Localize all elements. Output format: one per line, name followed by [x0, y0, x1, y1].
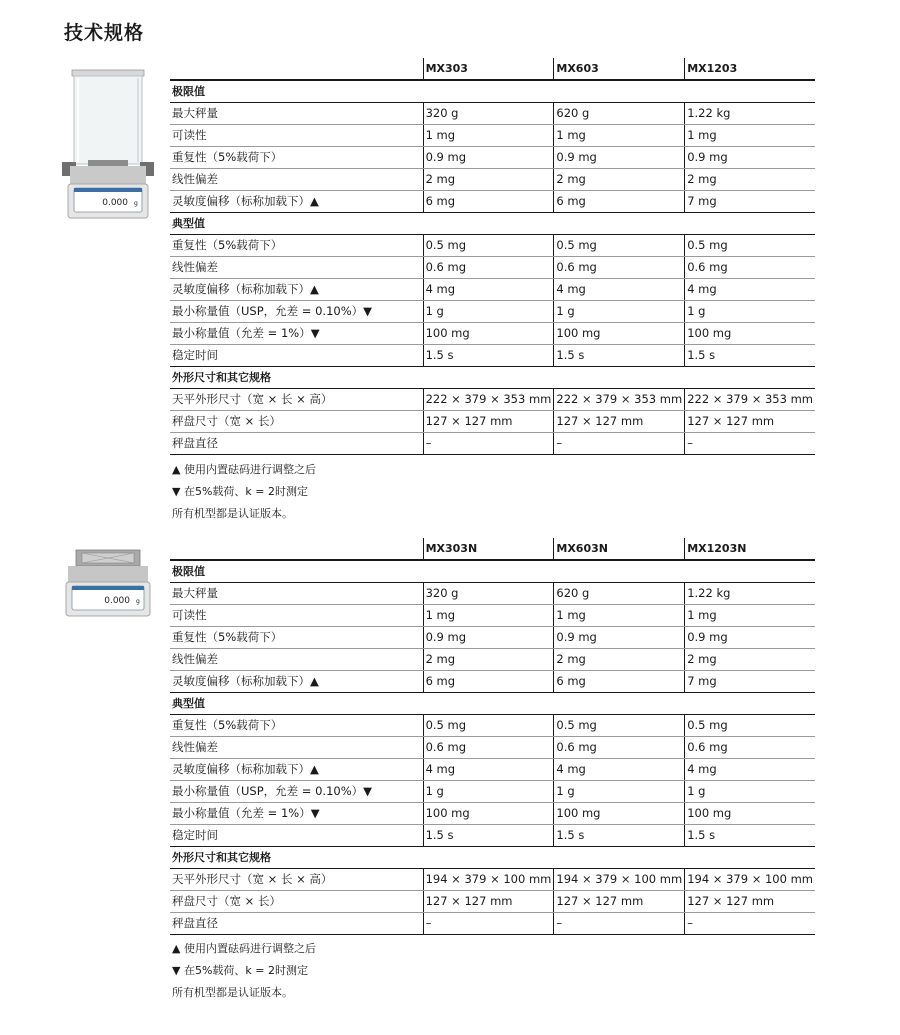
cell-value: 1.5 s [554, 344, 685, 366]
cell-value: 127 × 127 mm [423, 410, 554, 432]
cell-value: 0.6 mg [554, 736, 685, 758]
cell-value: 7 mg [685, 190, 815, 212]
footnote: ▼ 在5%载荷、k = 2时测定 [172, 964, 308, 977]
cell-value: 0.6 mg [685, 736, 815, 758]
section-title: 极限值 [170, 560, 815, 582]
cell-value: 100 mg [554, 322, 685, 344]
cell-value: 1.5 s [423, 824, 554, 846]
cell-value: 194 × 379 × 100 mm [423, 868, 554, 890]
cell-value: 320 g [423, 102, 554, 124]
cell-value: 1 mg [423, 604, 554, 626]
spec-table [170, 58, 815, 455]
row-label: 秤盘尺寸（宽 × 长） [170, 410, 423, 432]
row-label: 天平外形尺寸（宽 × 长 × 高） [170, 868, 423, 890]
cell-value: 0.6 mg [554, 256, 685, 278]
cell-value: 1 mg [423, 124, 554, 146]
cell-value: 127 × 127 mm [685, 890, 815, 912]
cell-value: 1.5 s [423, 344, 554, 366]
cell-value: 2 mg [685, 168, 815, 190]
cell-value: 1 mg [554, 124, 685, 146]
row-label: 灵敏度偏移（标称加载下）▲ [170, 190, 423, 212]
cell-value: 1 g [685, 300, 815, 322]
row-label: 稳定时间 [170, 344, 423, 366]
model-header-row [170, 58, 815, 80]
cell-value: 0.6 mg [685, 256, 815, 278]
table-row [170, 234, 815, 256]
footnotes [172, 938, 316, 1004]
cell-value: 1.22 kg [685, 102, 815, 124]
cell-value: 127 × 127 mm [554, 890, 685, 912]
row-label: 秤盘尺寸（宽 × 长） [170, 890, 423, 912]
cell-value: 1 g [554, 300, 685, 322]
cell-value: – [554, 432, 685, 454]
cell-value: 2 mg [423, 648, 554, 670]
cell-value: 0.9 mg [423, 626, 554, 648]
table-row [170, 802, 815, 824]
model-name: MX1203N [685, 538, 815, 560]
cell-value: 320 g [423, 582, 554, 604]
spec-table [170, 538, 815, 935]
table-row [170, 168, 815, 190]
cell-value: 0.9 mg [423, 146, 554, 168]
table-row [170, 626, 815, 648]
cell-value: – [685, 432, 815, 454]
table-row [170, 190, 815, 212]
row-label: 秤盘直径 [170, 912, 423, 934]
cell-value: 0.9 mg [554, 146, 685, 168]
model-header-row [170, 538, 815, 560]
row-label: 可读性 [170, 124, 423, 146]
cell-value: 4 mg [423, 758, 554, 780]
cell-value: 2 mg [554, 168, 685, 190]
table-row [170, 736, 815, 758]
draftshield-balance-image [62, 66, 154, 221]
row-label: 线性偏差 [170, 256, 423, 278]
cell-value: 0.5 mg [423, 714, 554, 736]
model-name: MX603N [554, 538, 685, 560]
svg-text:g: g [136, 598, 140, 605]
table-row [170, 648, 815, 670]
row-label: 最小称量值（USP，允差 = 0.10%）▼ [170, 300, 423, 322]
row-label: 灵敏度偏移（标称加载下）▲ [170, 670, 423, 692]
cell-value: 0.9 mg [685, 146, 815, 168]
table-row [170, 868, 815, 890]
cell-value: 620 g [554, 582, 685, 604]
row-label: 线性偏差 [170, 168, 423, 190]
cell-value: 100 mg [423, 802, 554, 824]
row-label: 线性偏差 [170, 736, 423, 758]
cell-value: 0.9 mg [685, 626, 815, 648]
cell-value: 194 × 379 × 100 mm [685, 868, 815, 890]
row-label: 天平外形尺寸（宽 × 长 × 高） [170, 388, 423, 410]
table-row [170, 714, 815, 736]
cell-value: 4 mg [685, 278, 815, 300]
row-label: 重复性（5%载荷下） [170, 626, 423, 648]
cell-value: 6 mg [423, 670, 554, 692]
cell-value: 1 g [423, 780, 554, 802]
cell-value: 4 mg [554, 278, 685, 300]
cell-value: 0.5 mg [554, 714, 685, 736]
section-title: 典型值 [170, 212, 815, 234]
cell-value: 0.6 mg [423, 736, 554, 758]
page-title: 技术规格 [64, 22, 145, 44]
cell-value: 1.5 s [685, 824, 815, 846]
cell-value: 100 mg [685, 322, 815, 344]
table-row [170, 912, 815, 934]
cell-value: 1 g [685, 780, 815, 802]
cell-value: 0.5 mg [554, 234, 685, 256]
cell-value: 4 mg [423, 278, 554, 300]
cell-value: 0.5 mg [685, 234, 815, 256]
row-label: 重复性（5%载荷下） [170, 146, 423, 168]
table-row [170, 278, 815, 300]
cell-value: 4 mg [554, 758, 685, 780]
cell-value: 2 mg [685, 648, 815, 670]
cell-value: 620 g [554, 102, 685, 124]
row-label: 重复性（5%载荷下） [170, 234, 423, 256]
cell-value: 100 mg [685, 802, 815, 824]
section-title: 外形尺寸和其它规格 [170, 366, 815, 388]
cell-value: 222 × 379 × 353 mm [685, 388, 815, 410]
footnote: ▲ 使用内置砝码进行调整之后 [172, 463, 316, 476]
cell-value: 100 mg [423, 322, 554, 344]
footnote: ▲ 使用内置砝码进行调整之后 [172, 942, 316, 955]
table-row [170, 432, 815, 454]
cell-value: 1 mg [685, 124, 815, 146]
row-label: 灵敏度偏移（标称加载下）▲ [170, 278, 423, 300]
cell-value: 222 × 379 × 353 mm [423, 388, 554, 410]
balance-display-reading: 0.000 [104, 596, 130, 606]
cell-value: 127 × 127 mm [423, 890, 554, 912]
row-label: 最小称量值（允差 = 1%）▼ [170, 322, 423, 344]
model-name: MX303N [423, 538, 554, 560]
cell-value: 0.9 mg [554, 626, 685, 648]
table-row [170, 604, 815, 626]
table-row [170, 300, 815, 322]
row-label: 可读性 [170, 604, 423, 626]
row-label: 稳定时间 [170, 824, 423, 846]
cell-value: 194 × 379 × 100 mm [554, 868, 685, 890]
cell-value: 2 mg [423, 168, 554, 190]
table-row [170, 322, 815, 344]
table-row [170, 670, 815, 692]
row-label: 最大秤量 [170, 102, 423, 124]
table-row [170, 344, 815, 366]
table-row [170, 102, 815, 124]
row-label: 灵敏度偏移（标称加载下）▲ [170, 758, 423, 780]
model-name: MX603 [554, 58, 685, 80]
row-label: 秤盘直径 [170, 432, 423, 454]
footnote: ▼ 在5%载荷、k = 2时测定 [172, 485, 308, 498]
table-row [170, 758, 815, 780]
footnote: 所有机型都是认证版本。 [172, 986, 293, 999]
cell-value: 1.5 s [554, 824, 685, 846]
table-row [170, 824, 815, 846]
cell-value: 2 mg [554, 648, 685, 670]
cell-value: 0.5 mg [423, 234, 554, 256]
table-row [170, 890, 815, 912]
table-row [170, 388, 815, 410]
cell-value: 4 mg [685, 758, 815, 780]
cell-value: 127 × 127 mm [554, 410, 685, 432]
cell-value: 0.5 mg [685, 714, 815, 736]
table-row [170, 780, 815, 802]
table-row [170, 146, 815, 168]
table-row [170, 124, 815, 146]
cell-value: 7 mg [685, 670, 815, 692]
svg-text:g: g [134, 200, 138, 207]
section-title: 外形尺寸和其它规格 [170, 846, 815, 868]
table-row [170, 410, 815, 432]
balance-display-reading: 0.000 [102, 198, 128, 208]
footnote: 所有机型都是认证版本。 [172, 507, 293, 520]
table-row [170, 582, 815, 604]
cell-value: – [685, 912, 815, 934]
model-name: MX1203 [685, 58, 815, 80]
cell-value: 1.22 kg [685, 582, 815, 604]
row-label: 最大秤量 [170, 582, 423, 604]
cell-value: 6 mg [423, 190, 554, 212]
cell-value: – [423, 432, 554, 454]
row-label: 最小称量值（允差 = 1%）▼ [170, 802, 423, 824]
cell-value: 222 × 379 × 353 mm [554, 388, 685, 410]
cell-value: 0.6 mg [423, 256, 554, 278]
model-name: MX303 [423, 58, 554, 80]
cell-value: 1 g [554, 780, 685, 802]
cell-value: 6 mg [554, 670, 685, 692]
cell-value: 1.5 s [685, 344, 815, 366]
row-label: 最小称量值（USP，允差 = 0.10%）▼ [170, 780, 423, 802]
open-pan-balance-image [62, 546, 154, 626]
footnotes [172, 459, 316, 525]
cell-value: – [554, 912, 685, 934]
table-row [170, 256, 815, 278]
cell-value: 127 × 127 mm [685, 410, 815, 432]
row-label: 重复性（5%载荷下） [170, 714, 423, 736]
cell-value: 100 mg [554, 802, 685, 824]
section-title: 极限值 [170, 80, 815, 102]
cell-value: 1 g [423, 300, 554, 322]
cell-value: 6 mg [554, 190, 685, 212]
cell-value: – [423, 912, 554, 934]
cell-value: 1 mg [685, 604, 815, 626]
row-label: 线性偏差 [170, 648, 423, 670]
section-title: 典型值 [170, 692, 815, 714]
cell-value: 1 mg [554, 604, 685, 626]
